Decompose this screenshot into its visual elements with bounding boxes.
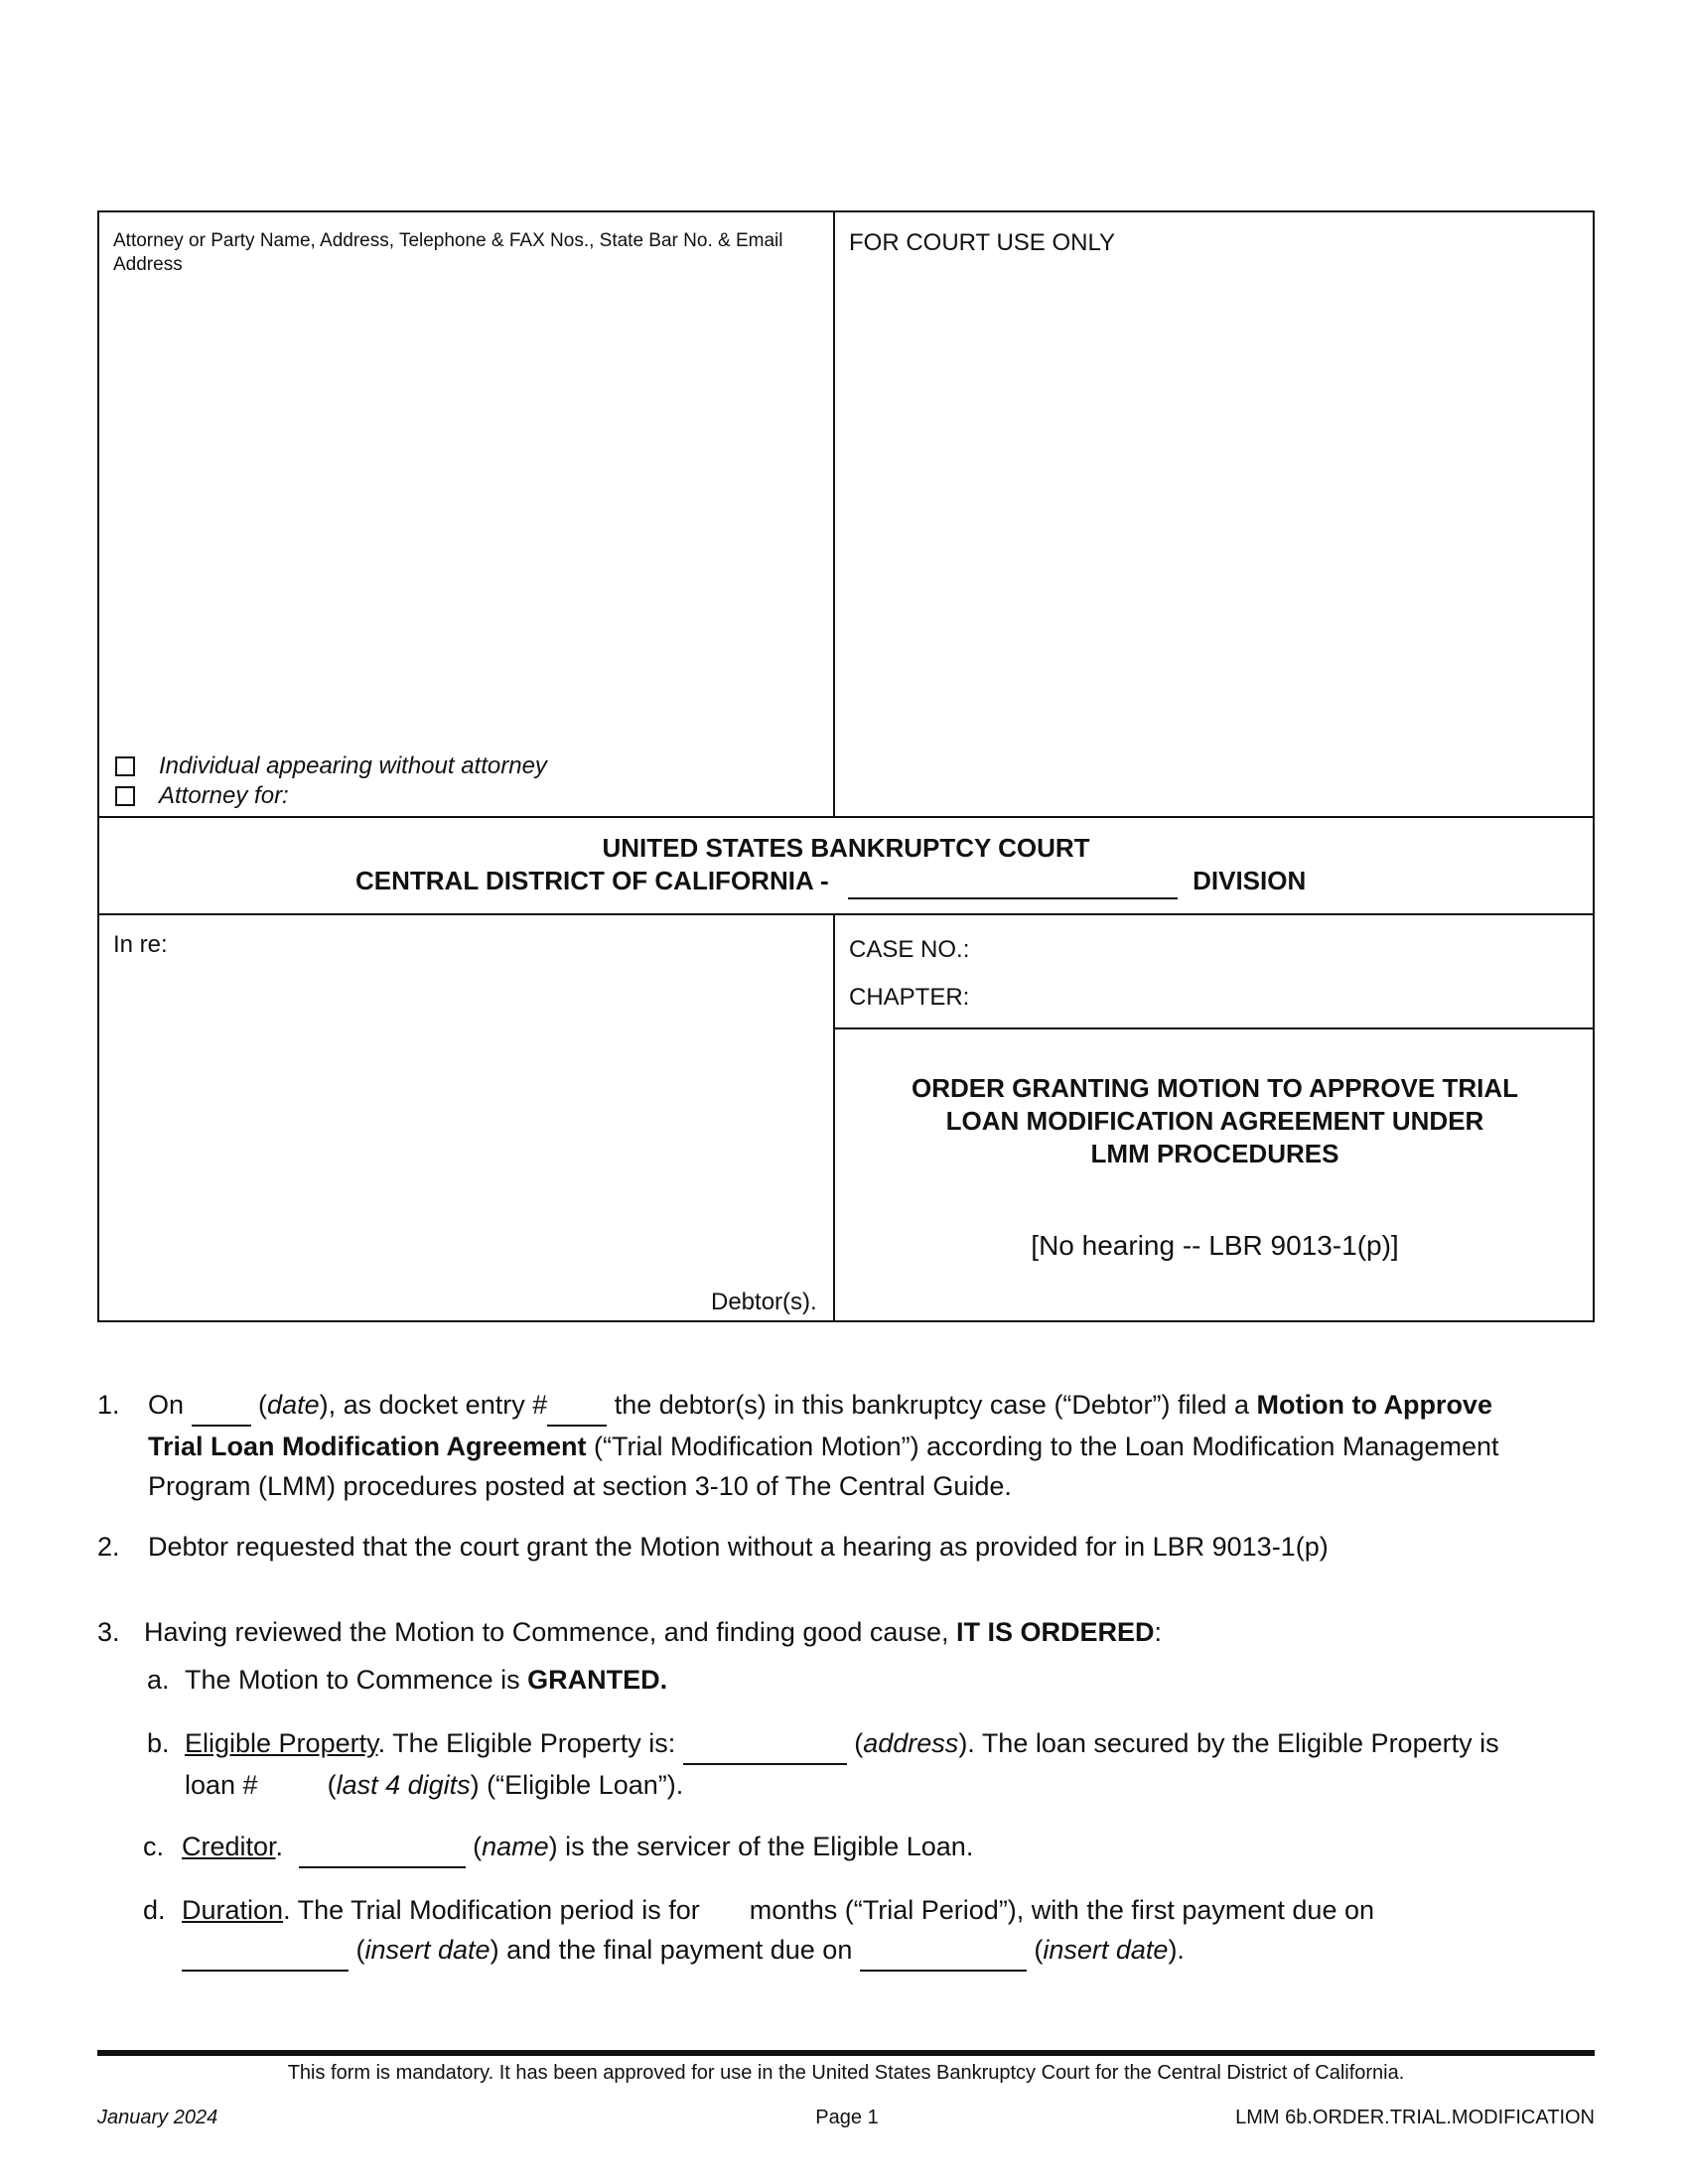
final-date-hint: insert date: [1043, 1935, 1169, 1965]
footer-mandatory-note: This form is mandatory. It has been approved for use in the United States Bankruptcy Court for the Central District of California.: [287, 2062, 1405, 2084]
paragraph-1-line-1: On (date), as docket entry # the debtor(s) in this bankruptcy case (“Debtor”) filed a Motion to Approve: [148, 1385, 1588, 1427]
paragraph-3-text: Having reviewed the Motion to Commence, and finding good cause,: [144, 1617, 949, 1647]
motion-title-part-1: Motion to Approve: [1256, 1390, 1492, 1420]
individual-checkbox[interactable]: [115, 756, 135, 776]
subparagraph-a-letter: a.: [147, 1665, 170, 1695]
caption-divider-top: [833, 210, 835, 818]
p3-colon: :: [1154, 1617, 1163, 1647]
motion-title-part-2: Trial Loan Modification Agreement: [148, 1432, 587, 1461]
pd-months-text: months (“Trial Period”), with the first payment due on: [749, 1895, 1374, 1925]
no-hearing-note: [No hearing -- LBR 9013-1(p)]: [1031, 1230, 1399, 1261]
months-blank[interactable]: [700, 1890, 750, 1930]
creditor-heading: Creditor: [182, 1832, 276, 1861]
subparagraph-c-letter: c.: [143, 1832, 165, 1861]
subparagraph-b-letter: b.: [147, 1728, 170, 1758]
final-payment-date-blank[interactable]: [860, 1930, 1027, 1972]
division-blank[interactable]: [848, 865, 1178, 899]
pd-period-text: . The Trial Modification period is for: [283, 1895, 700, 1925]
subparagraph-d-line-2: (insert date) and the final payment due on (insert date).: [182, 1930, 1374, 1972]
order-title-line-1: ORDER GRANTING MOTION TO APPROVE TRIAL: [911, 1073, 1518, 1103]
pb-eligible-loan-text: ) (“Eligible Loan”).: [470, 1770, 684, 1800]
debtors-label: Debtor(s).: [711, 1289, 817, 1315]
paragraph-3-number: 3.: [97, 1617, 120, 1647]
docket-entry-blank[interactable]: [547, 1385, 607, 1427]
last4-hint: last 4 digits: [336, 1770, 471, 1800]
pd-final-text: ) and the final payment due on: [490, 1935, 853, 1965]
duration-heading: Duration: [182, 1895, 284, 1925]
individual-label: Individual appearing without attorney: [159, 752, 547, 779]
pb-is-text: . The Eligible Property is:: [377, 1728, 676, 1758]
order-title-line-2: LOAN MODIFICATION AGREEMENT UNDER: [945, 1106, 1484, 1136]
paragraph-2-number: 2.: [97, 1532, 120, 1562]
paragraph-1-line-2: [148, 1427, 1588, 1466]
p1-on: On: [148, 1390, 185, 1420]
first-payment-date-blank[interactable]: [182, 1930, 349, 1972]
paragraph-1-line-3: Program (LMM) procedures posted at section 3-10 of The Central Guide.: [148, 1471, 1012, 1501]
subparagraph-a: [147, 1660, 1587, 1700]
name-hint: name: [482, 1832, 549, 1861]
footer-date: January 2024: [97, 2107, 218, 2128]
caption-rule-3: [833, 1027, 1595, 1029]
party-checkboxes: [115, 751, 547, 811]
p1-filed-text: the debtor(s) in this bankruptcy case (“Debtor”) filed a: [607, 1390, 1257, 1420]
caption-rule-1: [97, 816, 1595, 818]
subparagraph-d: [143, 1890, 1583, 1970]
attorney-for-label: Attorney for:: [159, 782, 289, 809]
order-title: [835, 1072, 1595, 1170]
attorney-checkbox[interactable]: [115, 786, 135, 806]
paragraph-3: [97, 1612, 1595, 1652]
subparagraph-d-line-1: [182, 1890, 1374, 1930]
creditor-name-blank[interactable]: [299, 1827, 466, 1868]
order-title-line-3: LMM PROCEDURES: [1090, 1139, 1339, 1168]
date-blank[interactable]: [192, 1385, 251, 1427]
footer-form-id: LMM 6b.ORDER.TRIAL.MODIFICATION: [1235, 2107, 1595, 2128]
court-use-label: FOR COURT USE ONLY: [849, 229, 1116, 256]
caption-rule-2: [97, 913, 1595, 915]
court-name: UNITED STATES BANKRUPTCY COURT: [602, 833, 1090, 863]
granted-text: GRANTED.: [527, 1665, 668, 1695]
paragraph-1: [97, 1385, 1595, 1514]
pb-loan-number-label: loan #: [185, 1770, 258, 1800]
p1-trial-text: (“Trial Modification Motion”) according to the Loan Modification Management: [586, 1432, 1499, 1461]
district-prefix: CENTRAL DISTRICT OF CALIFORNIA -: [355, 866, 829, 895]
paragraph-2-text: Debtor requested that the court grant the Motion without a hearing as provided for in LBR 9013-1(p): [148, 1532, 1329, 1562]
division-suffix: DIVISION: [1193, 866, 1307, 895]
attorney-label: Attorney or Party Name, Address, Telephone & FAX Nos., State Bar No. & Email Address: [113, 230, 783, 275]
in-re-label: In re:: [113, 931, 168, 958]
subparagraph-a-text: The Motion to Commence is: [185, 1665, 528, 1695]
paragraph-1-number: 1.: [97, 1390, 120, 1420]
subparagraph-b: [147, 1723, 1587, 1803]
checkbox-row-attorney[interactable]: [115, 781, 547, 811]
it-is-ordered: IT IS ORDERED: [956, 1617, 1155, 1647]
chapter-label: CHAPTER:: [849, 984, 970, 1011]
pc-servicer-text: ) is the servicer of the Eligible Loan.: [548, 1832, 974, 1861]
p1-docket-text: ), as docket entry #: [319, 1390, 548, 1420]
address-blank[interactable]: [683, 1723, 847, 1765]
date-hint: date: [267, 1390, 320, 1420]
footer-rule: [97, 2050, 1595, 2056]
eligible-property-heading: Eligible Property: [185, 1728, 378, 1758]
subparagraph-b-line-2: loan # (last 4 digits) (“Eligible Loan”).: [185, 1765, 1499, 1805]
paragraph-2: [97, 1527, 1595, 1567]
subparagraph-c: c. Creditor. (name) is the servicer of the Eligible Loan.: [143, 1827, 1583, 1866]
address-hint: address: [863, 1728, 959, 1758]
loan-number-blank[interactable]: [258, 1765, 328, 1805]
checkbox-row-individual[interactable]: [115, 751, 547, 781]
subparagraph-d-letter: d.: [143, 1895, 166, 1925]
subparagraph-b-line-1: Eligible Property. The Eligible Property is: (address). The loan secured by the Eligible Property is: [185, 1723, 1499, 1765]
case-no-label: CASE NO.:: [849, 936, 970, 963]
first-date-hint: insert date: [364, 1935, 491, 1965]
pb-loan-text: ). The loan secured by the Eligible Property is: [958, 1728, 1499, 1758]
district-line: [355, 865, 1306, 899]
footer-page-number: Page 1: [815, 2107, 879, 2128]
